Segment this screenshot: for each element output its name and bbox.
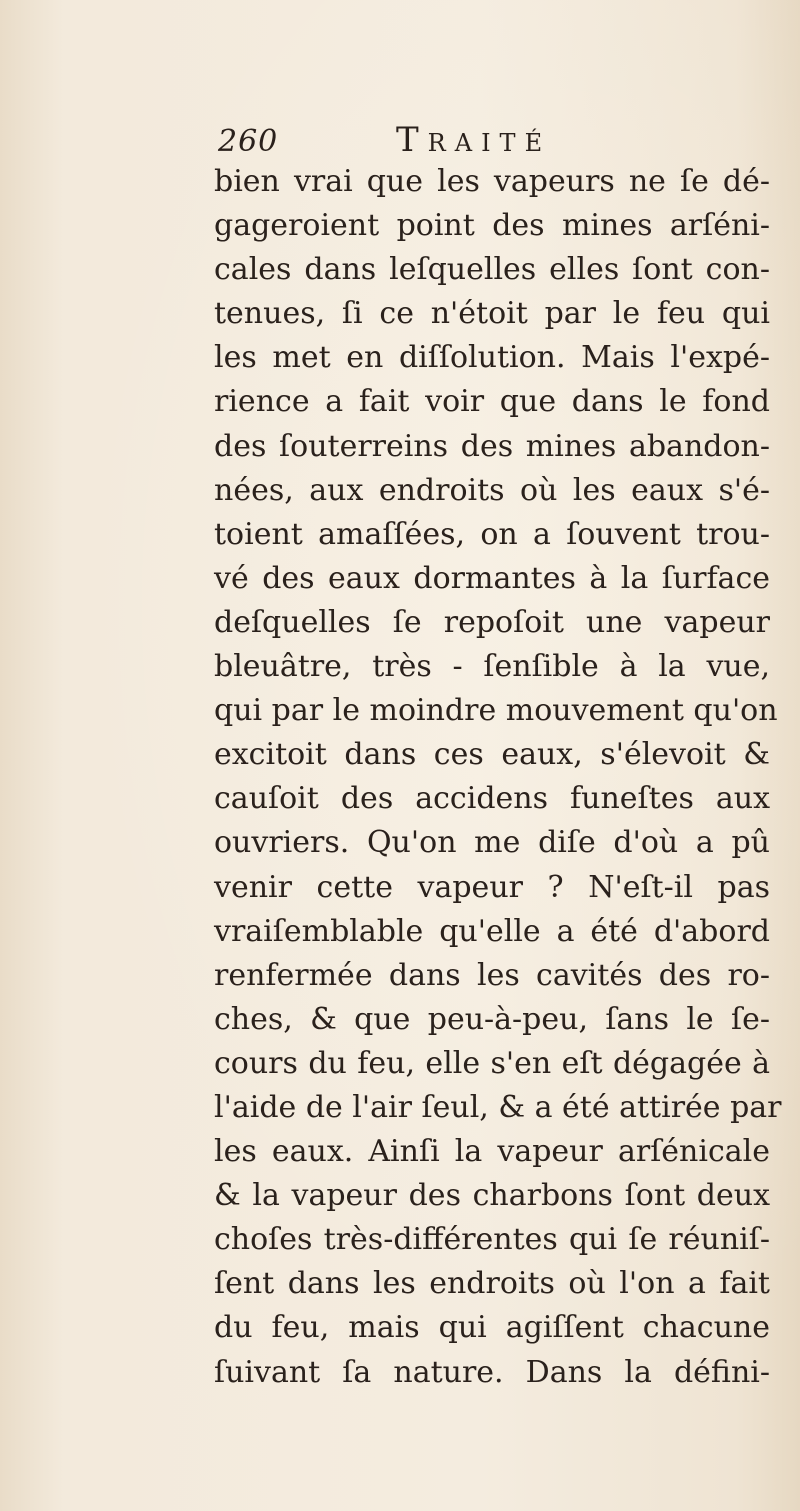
text-line: des ſouterreins des mines abandon- — [214, 428, 770, 464]
text-line: ouvriers. Qu'on me diſe d'où a pû — [214, 825, 770, 861]
text-line: bien vrai que les vapeurs ne ſe dé- — [214, 164, 770, 199]
text-line: cours du feu, elle s'en eſt dégagée à — [214, 1045, 770, 1081]
text-line: cales dans leſquelles elles ſont con- — [214, 252, 770, 288]
text-line: cauſoit des accidens funeſtes aux — [214, 781, 770, 817]
text-line: les met en diſſolution. Mais l'expé- — [214, 340, 770, 376]
text-line: qui par le moindre mouvement qu'on — [214, 693, 778, 729]
text-line: & la vapeur des charbons ſont deux — [214, 1178, 770, 1214]
running-title: Traité — [396, 120, 552, 160]
text-line: toient amaſſées, on a ſouvent trou- — [214, 516, 770, 552]
text-line: deſquelles ſe repoſoit une vapeur — [214, 604, 770, 640]
text-line: choſes très-différentes qui ſe réuniſ- — [214, 1222, 770, 1258]
text-line: du feu, mais qui agiſſent chacune — [214, 1310, 770, 1346]
text-line: tenues, ſi ce n'étoit par le feu qui — [214, 296, 770, 332]
text-line: nées, aux endroits où les eaux s'é- — [214, 472, 770, 508]
text-line: venir cette vapeur ? N'eſt-il pas — [214, 869, 770, 905]
text-line: ſuivant ſa nature. Dans la défini- — [214, 1354, 770, 1390]
body-text — [214, 160, 782, 1395]
text-line: rience a fait voir que dans le fond — [214, 384, 770, 420]
text-line: bleuâtre, très - ſenſible à la vue, — [214, 649, 770, 685]
text-line: ches, & que peu-à-peu, ſans le ſe- — [214, 1001, 770, 1037]
text-line: vé des eaux dormantes à la ſurface — [214, 560, 770, 596]
text-line: les eaux. Ainſi la vapeur arſénicale — [214, 1134, 770, 1170]
page-number: 260 — [218, 124, 279, 159]
running-head — [218, 118, 638, 166]
text-line: gageroient point des mines arſéni- — [214, 208, 770, 244]
text-line: excitoit dans ces eaux, s'élevoit & — [214, 737, 770, 773]
text-line: l'aide de l'air ſeul, & a été attirée par — [214, 1089, 782, 1125]
text-line: vraiſemblable qu'elle a été d'abord — [214, 913, 770, 949]
text-line: ſent dans les endroits où l'on a fait — [214, 1266, 770, 1302]
text-line: renfermée dans les cavités des ro- — [214, 957, 770, 993]
